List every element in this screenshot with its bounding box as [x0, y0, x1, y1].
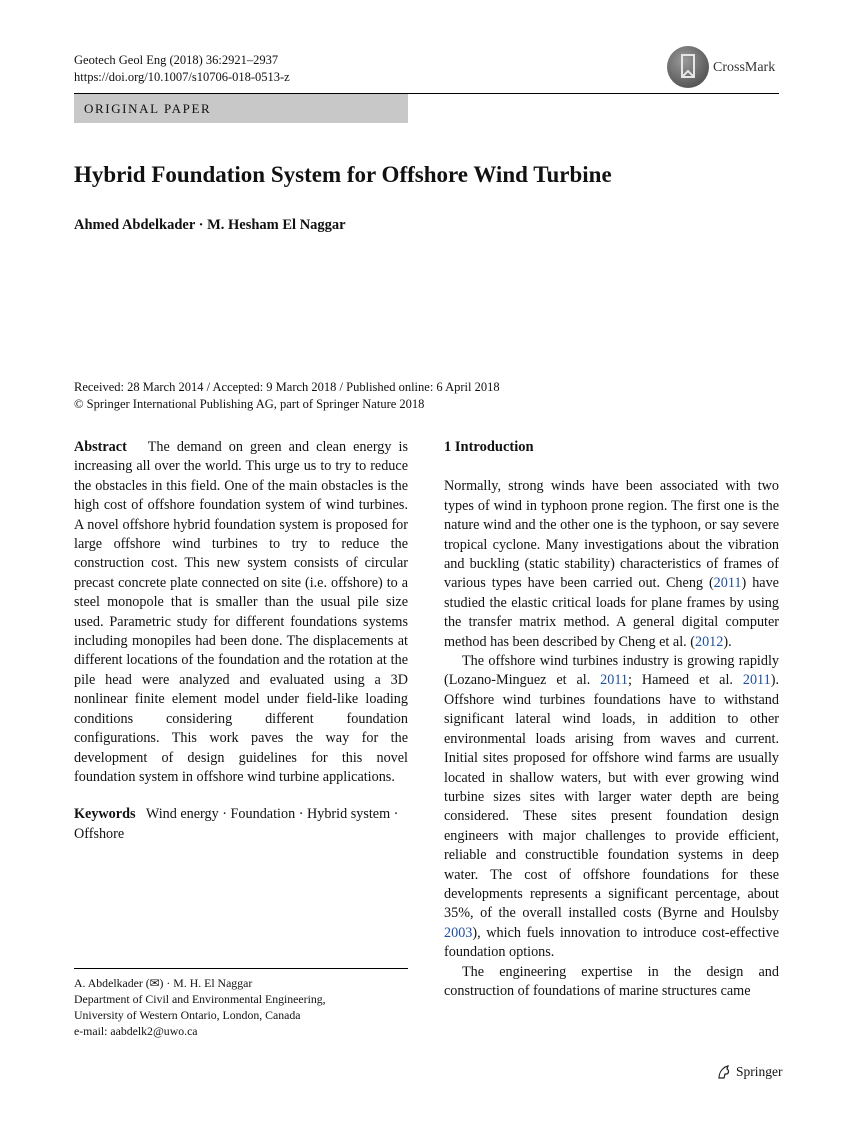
intro-paragraph-3: The engineering expertise in the design and construction of foundations of marine structures came: [444, 963, 779, 999]
abstract: [74, 438, 408, 787]
left-column: [74, 438, 408, 844]
text-run: Normally, strong winds have been associated with two types of wind in typhoon prone region. The first one is the nature wind and the other one is the typhoon, or say severe tropical cyclone. Many investigations about the vibration and buckling (static stability) characteristics of frames of various types have been carried out. Cheng (: [444, 478, 779, 592]
section-heading: 1 Introduction: [444, 439, 534, 455]
author-affiliation: [74, 975, 326, 1039]
author-list: Ahmed Abdelkader · M. Hesham El Naggar: [74, 217, 346, 233]
doi-link[interactable]: https://doi.org/10.1007/s10706-018-0513-z: [74, 70, 290, 84]
abstract-label: Abstract: [74, 439, 127, 455]
citation-link[interactable]: 2003: [444, 924, 473, 941]
text-run: ). Offshore wind turbines foundations have to withstand significant lateral wind loads, in addition to other environmental loads arising from waves and current. Initial sites proposed for offshore wind farms are usually located in shallow waters, but with ever growing wind turbine sizes sites with larger water depth are being considered. These sites present foundation design engineers with major challenges to provide efficient, reliable and constructible foundation systems in deep water. The cost of offshore foundations for these developments represents a significant percentage, about 35%, of the overall installed costs (Byrne and Houlsby: [444, 672, 779, 922]
publisher-name: Springer: [736, 1064, 783, 1079]
affiliation-university: University of Western Ontario, London, Canada: [74, 1008, 301, 1022]
crossmark-icon: [667, 46, 709, 88]
crossmark-label: CrossMark: [713, 60, 776, 75]
citation-link[interactable]: 2011: [600, 672, 629, 689]
journal-header: [74, 52, 290, 86]
paper-title: Hybrid Foundation System for Offshore Wind Turbine: [74, 162, 612, 187]
citation-link[interactable]: 2011: [742, 672, 771, 689]
paper-type-banner: ORIGINAL PAPER: [74, 94, 408, 123]
text-run: The offshore wind turbines industry is growing rapidly (Lozano-Minguez et al.: [444, 653, 779, 689]
right-column: [444, 438, 779, 1001]
citation-link[interactable]: 2012: [694, 633, 724, 650]
copyright-line: © Springer International Publishing AG, part of Springer Nature 2018: [74, 397, 425, 411]
crossmark-badge[interactable]: [667, 46, 781, 92]
keywords-text: Wind energy · Foundation · Hybrid system · Offshore: [74, 806, 399, 842]
affiliation-department: Department of Civil and Environmental Engineering,: [74, 992, 326, 1006]
text-run: ), which fuels innovation to introduce cost-effective foundation options.: [444, 924, 779, 961]
footnote-divider: [74, 968, 408, 969]
affiliation-authors: A. Abdelkader (✉) · M. H. El Naggar: [74, 976, 253, 990]
abstract-text: The demand on green and clean energy is increasing all over the world. This urge us to try to reduce the obstacles in this field. One of the main obstacles is the high cost of offshore foundation system of wind turbines. A novel offshore hybrid foundation system is proposed for large offshore wind turbines to try to reduce the construction cost. This new system consists of circular precast concrete plate connected on site (i.e. offshore) to a steel monopole that is smaller than the usual pile size used. Parametric study for different foundations systems including monopiles had been done. The displacements at different locations of the foundation and the rotation at the pile head were analyzed and evaluated using a 3D nonlinear finite element model under field-like loading conditions considering different foundation configurations. This work paves the way for the development of design guidelines for this novel foundation system in offshore wind turbine applications.: [74, 439, 408, 785]
publisher-logo: [716, 1064, 783, 1080]
publication-dates: [74, 379, 500, 413]
springer-horse-icon: [716, 1064, 732, 1080]
keywords-label: Keywords: [74, 806, 136, 823]
intro-paragraph-1: [444, 477, 779, 652]
history-dates: Received: 28 March 2014 / Accepted: 9 March 2018 / Published online: 6 April 2018: [74, 380, 500, 394]
keywords: [74, 805, 408, 844]
intro-paragraph-2: [444, 652, 779, 963]
text-run: ) have studied the elastic critical loads for plane frames by using the transfer matrix method. A general digital computer method has been described by Cheng et al. (: [444, 575, 779, 650]
text-run: ).: [723, 633, 732, 650]
affiliation-email[interactable]: e-mail: aabdelk2@uwo.ca: [74, 1024, 198, 1038]
journal-citation: Geotech Geol Eng (2018) 36:2921–2937: [74, 53, 279, 67]
citation-link[interactable]: 2011: [713, 575, 742, 592]
text-run: ; Hameed et al.: [628, 672, 743, 689]
